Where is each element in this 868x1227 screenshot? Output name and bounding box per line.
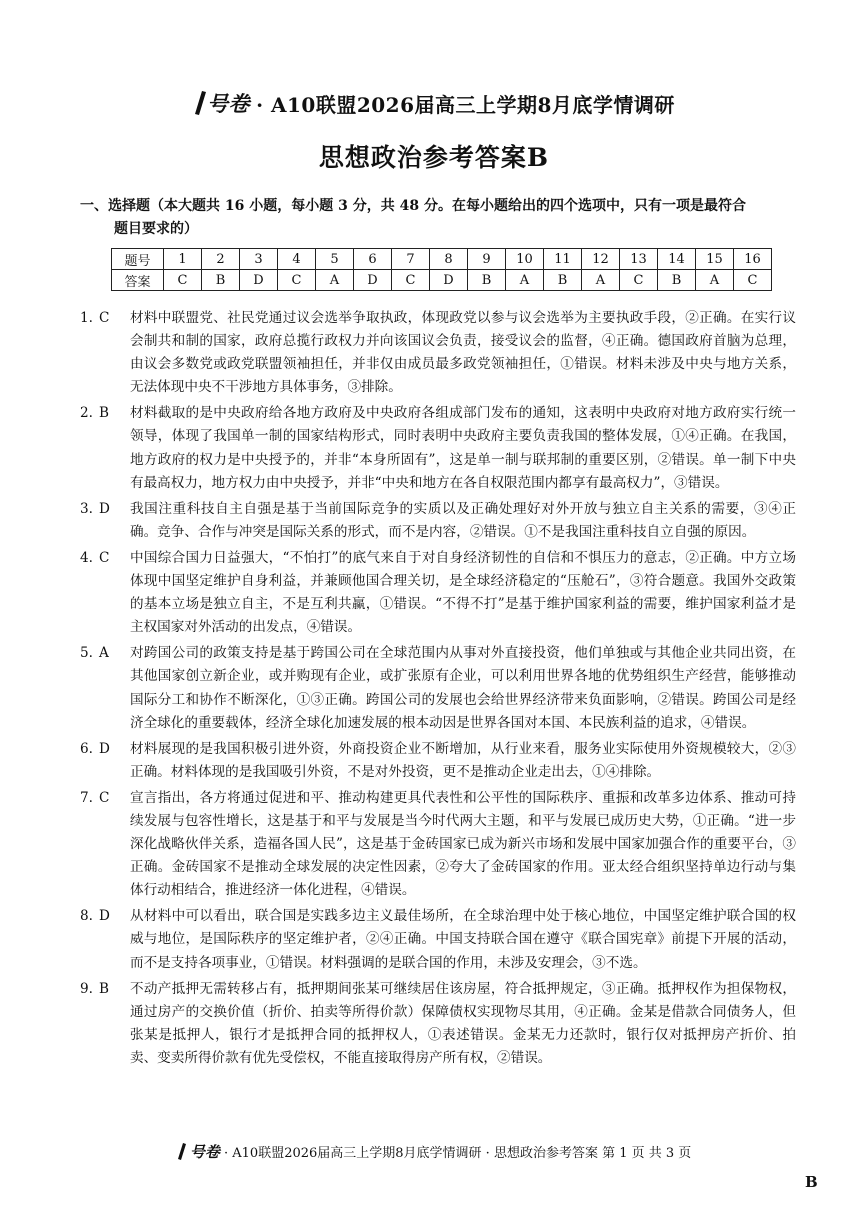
item-answer: B (99, 980, 109, 997)
item-answer: C (99, 549, 110, 566)
item-number: 3. (80, 500, 93, 517)
item-number: 4. (80, 549, 93, 566)
item-number: 7. (80, 789, 93, 806)
answer-cell: D (354, 270, 392, 291)
brush-stroke-icon (193, 90, 207, 116)
question-number: 3 (240, 249, 278, 270)
explanation-item (80, 307, 796, 399)
answer-cell: A (316, 270, 354, 291)
question-number: 14 (658, 249, 696, 270)
item-number: 2. (80, 405, 93, 422)
answer-cell: C (620, 270, 658, 291)
section-intro: 一、选择题（本大题共 16 小题，每小题 3 分，共 48 分。在每小题给出的四个选项中，只有一项是最符合 (80, 198, 746, 214)
exam-title-line (193, 88, 675, 118)
answer-cell: D (240, 270, 278, 291)
item-number: 6. (80, 740, 93, 757)
section-intro-continued: 题目要求的） (114, 221, 198, 237)
question-number: 7 (392, 249, 430, 270)
item-answer: C (99, 789, 110, 806)
question-number: 9 (468, 249, 506, 270)
question-number: 8 (430, 249, 468, 270)
page-title: 思想政治参考答案B (318, 143, 550, 172)
answer-cell: C (164, 270, 202, 291)
section-heading (80, 195, 800, 241)
question-number-row (112, 249, 772, 270)
footer-text: · A10联盟2026届高三上学期8月底学情调研 · 思想政治参考答案 第 1 页 共 3 页 (224, 1146, 692, 1161)
answer-row (112, 270, 772, 291)
item-text: 材料中联盟党、社民党通过议会选举争取执政，体现政党以参与议会选举为主要执政手段，②正确。在实行议会制共和制的国家，政府总揽行政权力并向该国议会负责，接受议会的监督，④正确。德国政府首脑为总理，由议会多数党或政党联盟领袖担任，并非仅由成员最多政党领袖担任，①错误。材料未涉及中央与地方关系，无法体现中央不干涉地方具体事务，③排除。 (130, 310, 796, 396)
question-number: 6 (354, 249, 392, 270)
item-text: 我国注重科技自主自强是基于当前国际竞争的实质以及正确处理好对外开放与独立自主关系的需要，③④正确。竞争、合作与冲突是国际关系的形式，而不是内容，②错误。①不是我国注重科技自立自强的原因。 (130, 500, 796, 540)
question-number: 4 (278, 249, 316, 270)
item-number: 1. (80, 310, 93, 326)
question-number: 5 (316, 249, 354, 270)
row-label: 答案 (112, 270, 164, 291)
question-number: 12 (582, 249, 620, 270)
answer-cell: D (430, 270, 468, 291)
item-text: 从材料中可以看出，联合国是实践多边主义最佳场所，在全球治理中处于核心地位，中国坚定维护联合国的权威与地位，是国际秩序的坚定维护者，②④正确。中国支持联合国在遵守《联合国宪章》前提下开展的活动，而不是支持各项事业，①错误。材料强调的是联合国的作用，未涉及安理会，③不选。 (130, 908, 796, 971)
item-number: 8. (80, 908, 93, 925)
item-text: 宣言指出，各方将通过促进和平、推动构建更具代表性和公平性的国际秩序、重振和改革多边体系、推动可持续发展与包容性增长，这是基于和平与发展是当今时代两大主题，和平与发展已成历史大势，①正确。“进一步深化战略伙伴关系，造福各国人民”，这是基于金砖国家已成为新兴市场和发展中国家加强合作的重要平台，③正确。金砖国家不是推动全球发展的决定性因素，②夸大了金砖国家的作用。亚太经合组织坚持单边行动与集体行动相结合，推进经济一体化进程，④错误。 (130, 789, 796, 899)
explanation-item (80, 642, 796, 734)
question-number: 10 (506, 249, 544, 270)
item-text: 材料截取的是中央政府给各地方政府及中央政府各组成部门发布的通知，这表明中央政府对地方政府实行统一领导，体现了我国单一制的国家结构形式，同时表明中央政府主要负责我国的整体发展，①④正确。在我国，地方政府的权力是中央授予的，并非“本身所固有”，这是单一制与联邦制的重要区别，②错误。单一制下中央有最高权力，地方权力由中央授予，并非“中央和地方在各自权限范围内都享有最高权力”，③错误。 (130, 405, 796, 491)
explanation-item (80, 905, 796, 974)
answer-cell: C (392, 270, 430, 291)
footer-brand: 号卷 (189, 1143, 220, 1161)
explanation-item (80, 402, 796, 494)
question-number: 1 (164, 249, 202, 270)
item-answer: B (99, 405, 109, 422)
version-mark: B (805, 1173, 818, 1191)
item-text: 中国综合国力日益强大，“不怕打”的底气来自于对自身经济韧性的自信和不惧压力的意志，②正确。中方立场体现中国坚定维护自身利益，并兼顾他国合理关切，是全球经济稳定的“压舱石”，③符合题意。我国外交政策的基本立场是独立自主，不是互利共赢，①错误。“不得不打”是基于维护国家利益的需要，维护国家利益才是主权国家对外活动的出发点，④错误。 (130, 549, 796, 636)
answer-cell: B (202, 270, 240, 291)
question-number: 16 (734, 249, 772, 270)
brush-stroke-icon (177, 1143, 186, 1160)
answer-cell: B (658, 270, 696, 291)
answer-cell: A (582, 270, 620, 291)
question-number: 15 (696, 249, 734, 270)
question-number: 2 (202, 249, 240, 270)
explanation-item (80, 978, 796, 1070)
item-text: 材料展现的是我国积极引进外资，外商投资企业不断增加，从行业来看，服务业实际使用外资规模较大，②③正确。材料体现的是我国吸引外资，不是对外投资，更不是推动企业走出去，①④排除。 (130, 740, 796, 780)
answer-cell: A (696, 270, 734, 291)
item-number: 9. (80, 980, 93, 997)
item-text: 不动产抵押无需转移占有，抵押期间张某可继续居住该房屋，符合抵押规定，③正确。抵押权作为担保物权，通过房产的交换价值（折价、拍卖等所得价款）保障债权实现物尽其用，④正确。金某是借款合同债务人，但张某是抵押人，银行才是抵押合同的抵押权人，①表述错误。金某无力还款时，银行仅对抵押房产折价、拍卖、变卖所得价款有优先受偿权，不能直接取得房产所有权，②错误。 (130, 980, 796, 1066)
exam-title: · A10联盟2026届高三上学期8月底学情调研 (256, 92, 675, 117)
item-number: 5. (80, 645, 93, 662)
brand-logo (193, 88, 250, 118)
explanation-item (80, 547, 796, 639)
item-answer: D (99, 740, 110, 757)
item-answer: D (99, 500, 110, 517)
answer-table (111, 248, 772, 291)
item-answer: C (99, 310, 110, 326)
item-answer: D (99, 908, 110, 925)
explanation-list (80, 307, 796, 1073)
explanation-item (80, 787, 796, 902)
explanation-item (80, 498, 796, 544)
answer-cell: A (506, 270, 544, 291)
brand-name: 号卷 (207, 91, 251, 116)
answer-cell: B (468, 270, 506, 291)
question-number: 11 (544, 249, 582, 270)
explanation-item (80, 738, 796, 784)
answer-cell: C (278, 270, 316, 291)
row-label: 题号 (112, 249, 164, 270)
header (0, 88, 868, 174)
page-footer (0, 1141, 868, 1162)
item-answer: A (99, 645, 109, 662)
answer-cell: C (734, 270, 772, 291)
question-number: 13 (620, 249, 658, 270)
answer-cell: B (544, 270, 582, 291)
item-text: 对跨国公司的政策支持是基于跨国公司在全球范围内从事对外直接投资，他们单独或与其他企业共同出资，在其他国家创立新企业，或并购现有企业，或扩张原有企业，可以利用世界各地的优势组织生产经营，能够推动国际分工和协作不断深化，①③正确。跨国公司的发展也会给世界经济带来负面影响，②错误。跨国公司是经济全球化的重要载体，经济全球化加速发展的根本动因是世界各国对本国、本民族利益的追求，④错误。 (130, 645, 796, 731)
